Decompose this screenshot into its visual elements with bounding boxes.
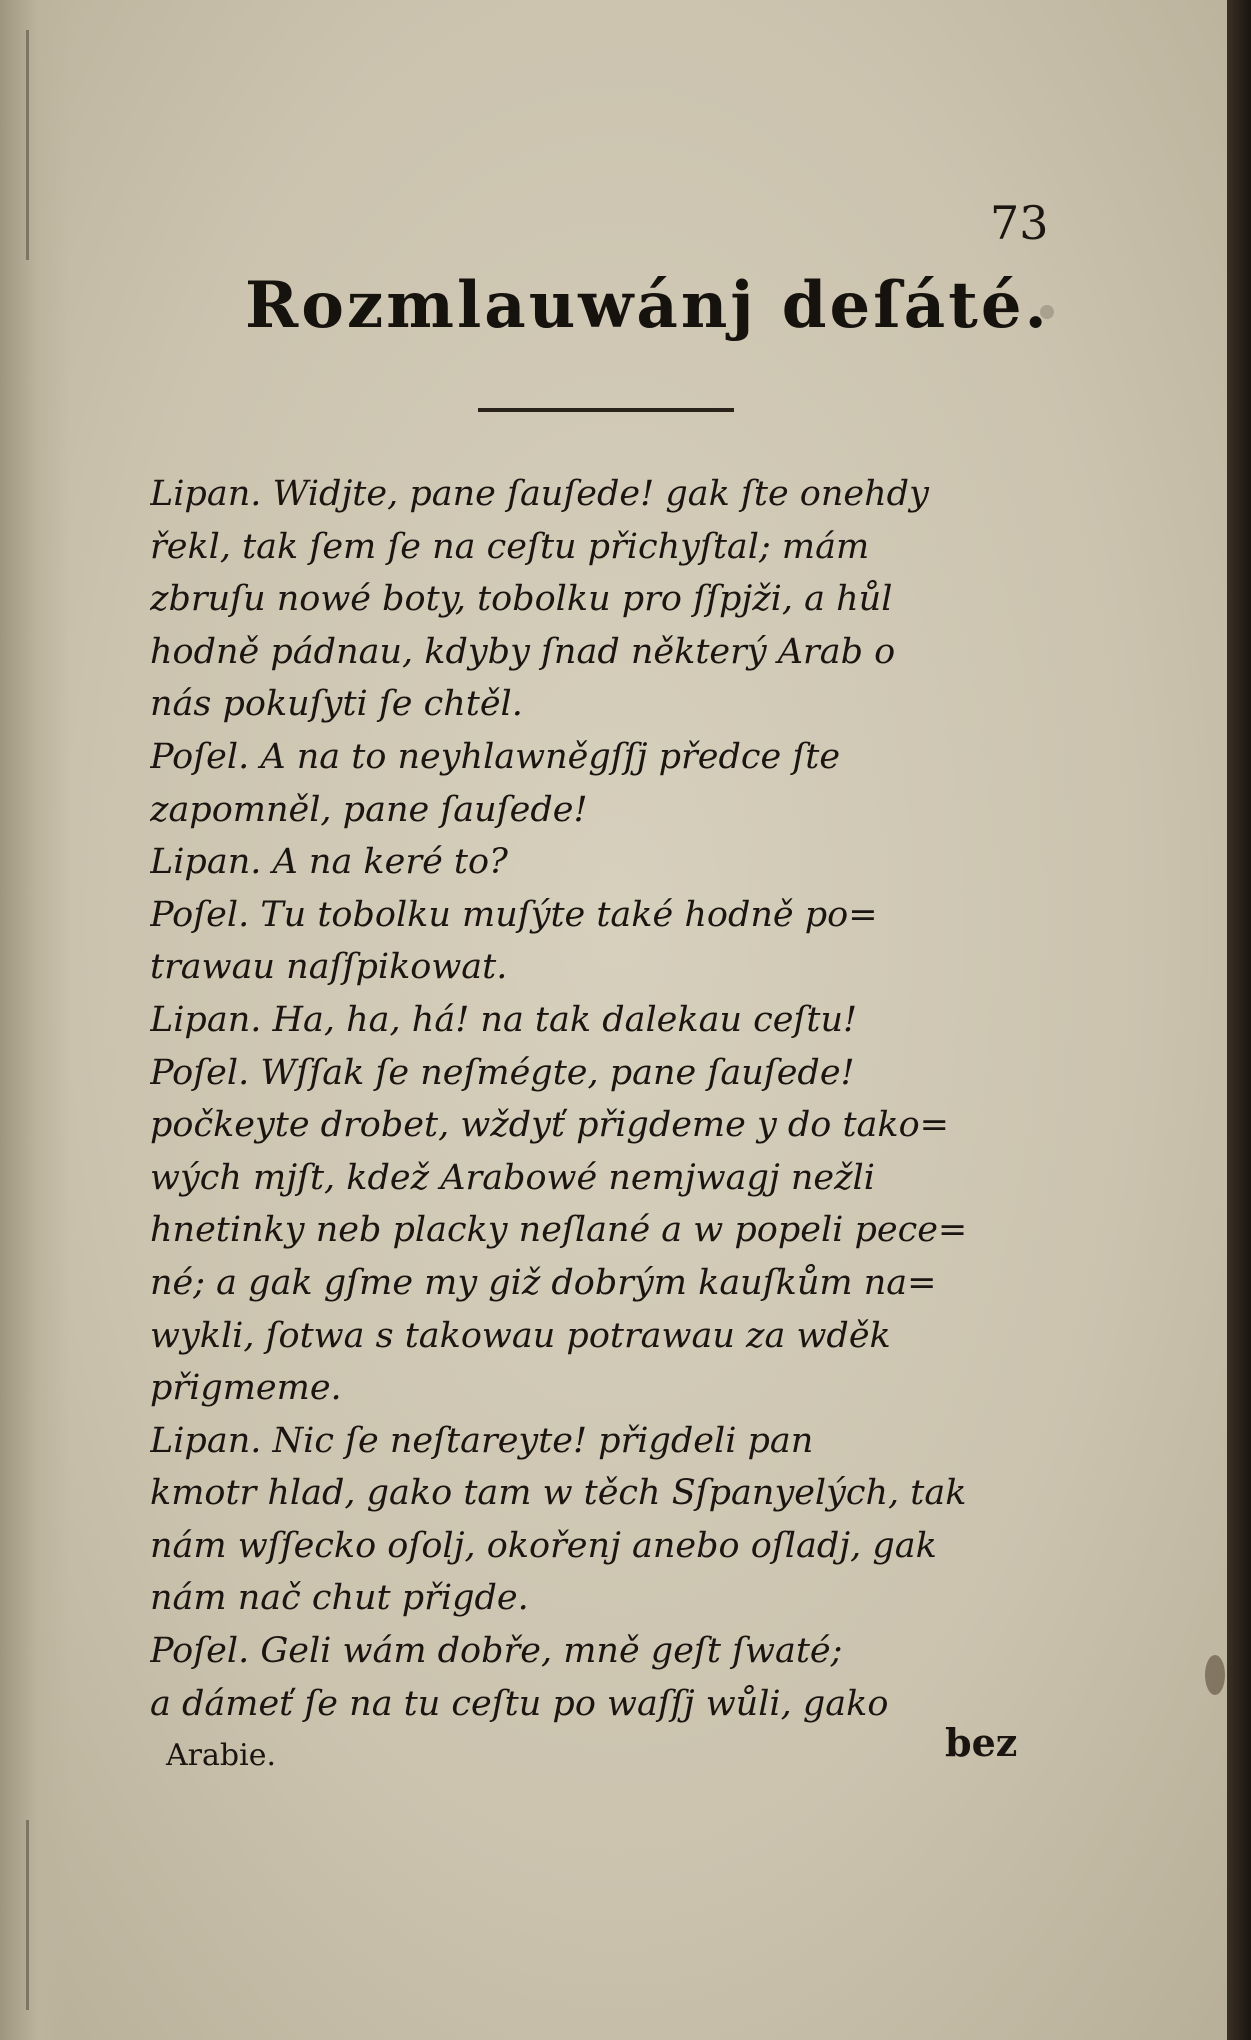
text-line: wykli, ſotwa s takowau potrawau za wděk <box>150 1315 891 1356</box>
text-line: nám nač chut přigde. <box>150 1578 529 1619</box>
text-line: Poſel. A na to neyhlawněgſſj předce ſte <box>150 736 841 777</box>
text-line: hnetinky neb placky neſlané a w popeli pece= <box>150 1210 968 1251</box>
text-line: trawau naſſpikowat. <box>150 947 508 988</box>
signature-mark: Arabie. <box>166 1738 276 1773</box>
ink-blot <box>1205 1655 1225 1695</box>
text-line: Poſel. Tu tobolku muſýte také hodně po= <box>150 894 878 935</box>
heading-rule <box>478 408 734 412</box>
binding-gutter <box>0 0 70 2040</box>
text-line: Poſel. Geli wám dobře, mně geſt ſwaté; <box>150 1631 843 1672</box>
text-line: wých mjſt, kdež Arabowé nemjwagj nežli <box>150 1157 875 1198</box>
text-line: Poſel. Wſſak ſe neſmégte, pane ſauſede! <box>150 1052 855 1093</box>
body-text <box>150 468 1062 1730</box>
gutter-shadow-line <box>26 1820 29 2010</box>
text-line: Lipan. Widjte, pane ſauſede! gak ſte onehdy <box>150 474 929 514</box>
text-line: počkeyte drobet, wždyť přigdeme y do tako= <box>150 1105 950 1146</box>
paper-speck <box>1040 305 1054 319</box>
text-line: hodně pádnau, kdyby ſnad některý Arab o <box>150 631 896 672</box>
text-line: né; a gak gſme my giž dobrým kauſkům na= <box>150 1262 937 1303</box>
text-line: a dámeť ſe na tu ceſtu po waſſj wůli, gako <box>150 1683 889 1724</box>
text-line: přigmeme. <box>150 1368 342 1409</box>
text-line: nás pokuſyti ſe chtěl. <box>150 684 523 725</box>
text-line: nám wſſecko oſolj, okořenj anebo oſladj, gak <box>150 1525 937 1566</box>
text-line: řekl, tak ſem ſe na ceſtu přichyſtal; mám <box>150 526 870 567</box>
page-number: 73 <box>990 196 1049 250</box>
catchword: bez <box>945 1720 1018 1765</box>
scan-edge-shadow <box>1227 0 1251 2040</box>
text-line: zapomněl, pane ſauſede! <box>150 789 588 830</box>
text-line: zbruſu nowé boty, tobolku pro ſſpjži, a hůl <box>150 579 893 620</box>
gutter-shadow-line <box>26 30 29 260</box>
text-line: kmotr hlad, gako tam w těch Sſpanyelých, tak <box>150 1473 967 1514</box>
text-line: Lipan. Nic ſe neſtareyte! přigdeli pan <box>150 1420 814 1461</box>
text-line: Lipan. Ha, ha, há! na tak dalekau ceſtu! <box>150 999 858 1040</box>
chapter-heading: Rozmlauwánj deſáté. <box>245 268 1050 343</box>
text-line: Lipan. A na keré to? <box>150 842 508 883</box>
